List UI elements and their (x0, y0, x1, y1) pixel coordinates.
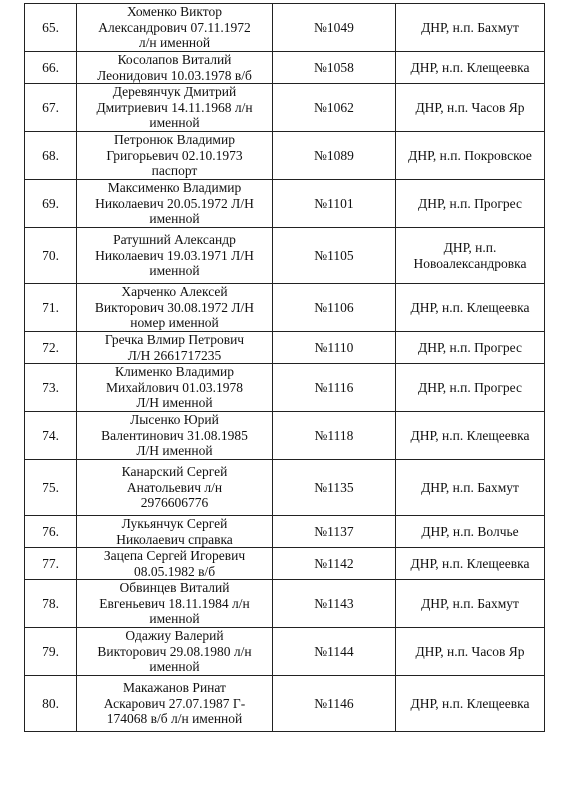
record-id-cell: №1062 (273, 84, 396, 132)
record-id-cell: №1143 (273, 580, 396, 628)
person-cell: Хоменко Виктор Александрович 07.11.1972 л/н именной (77, 4, 273, 52)
table-row (25, 180, 545, 228)
table-row (25, 628, 545, 676)
location-cell: ДНР, н.п. Бахмут (396, 4, 545, 52)
location-cell: ДНР, н.п. Клещеевка (396, 676, 545, 732)
table-row (25, 580, 545, 628)
location-cell: ДНР, н.п. Клещеевка (396, 52, 545, 84)
person-cell: Харченко Алексей Викторович 30.08.1972 Л/Н номер именной (77, 284, 273, 332)
row-number-cell: 80. (25, 676, 77, 732)
person-cell: Обвинцев Виталий Евгеньевич 18.11.1984 л/н именной (77, 580, 273, 628)
row-number-cell: 70. (25, 228, 77, 284)
record-id-cell: №1049 (273, 4, 396, 52)
location-cell: ДНР, н.п. Новоалександровка (396, 228, 545, 284)
location-cell: ДНР, н.п. Клещеевка (396, 284, 545, 332)
person-cell: Гречка Влмир Петрович Л/Н 2661717235 (77, 332, 273, 364)
row-number-cell: 68. (25, 132, 77, 180)
location-cell: ДНР, н.п. Клещеевка (396, 548, 545, 580)
record-id-cell: №1137 (273, 516, 396, 548)
table-row (25, 460, 545, 516)
record-id-cell: №1058 (273, 52, 396, 84)
location-cell: ДНР, н.п. Бахмут (396, 460, 545, 516)
row-number-cell: 78. (25, 580, 77, 628)
table-row (25, 284, 545, 332)
person-cell: Косолапов Виталий Леонидович 10.03.1978 в/б (77, 52, 273, 84)
table-row (25, 84, 545, 132)
location-cell: ДНР, н.п. Бахмут (396, 580, 545, 628)
location-cell: ДНР, н.п. Прогрес (396, 332, 545, 364)
row-number-cell: 66. (25, 52, 77, 84)
table-row (25, 676, 545, 732)
table-row (25, 364, 545, 412)
row-number-cell: 77. (25, 548, 77, 580)
row-number-cell: 71. (25, 284, 77, 332)
table-row (25, 332, 545, 364)
person-cell: Клименко Владимир Михайлович 01.03.1978 Л/Н именной (77, 364, 273, 412)
location-cell: ДНР, н.п. Покровское (396, 132, 545, 180)
row-number-cell: 72. (25, 332, 77, 364)
record-id-cell: №1110 (273, 332, 396, 364)
record-id-cell: №1118 (273, 412, 396, 460)
row-number-cell: 67. (25, 84, 77, 132)
person-cell: Лукьянчук Сергей Николаевич справка (77, 516, 273, 548)
person-cell: Ратушний Александр Николаевич 19.03.1971 Л/Н именной (77, 228, 273, 284)
table-row (25, 548, 545, 580)
location-cell: ДНР, н.п. Часов Яр (396, 84, 545, 132)
person-cell: Деревянчук Дмитрий Дмитриевич 14.11.1968 л/н именной (77, 84, 273, 132)
record-id-cell: №1105 (273, 228, 396, 284)
row-number-cell: 73. (25, 364, 77, 412)
person-cell: Петронюк Владимир Григорьевич 02.10.1973 паспорт (77, 132, 273, 180)
person-cell: Зацепа Сергей Игоревич 08.05.1982 в/б (77, 548, 273, 580)
record-id-cell: №1116 (273, 364, 396, 412)
row-number-cell: 76. (25, 516, 77, 548)
record-id-cell: №1106 (273, 284, 396, 332)
table-row (25, 228, 545, 284)
record-id-cell: №1101 (273, 180, 396, 228)
record-id-cell: №1135 (273, 460, 396, 516)
record-id-cell: №1142 (273, 548, 396, 580)
row-number-cell: 65. (25, 4, 77, 52)
row-number-cell: 74. (25, 412, 77, 460)
person-cell: Канарский Сергей Анатольевич л/н 2976606776 (77, 460, 273, 516)
row-number-cell: 79. (25, 628, 77, 676)
table-row (25, 412, 545, 460)
table-row (25, 4, 545, 52)
table-row (25, 516, 545, 548)
person-cell: Максименко Владимир Николаевич 20.05.1972 Л/Н именной (77, 180, 273, 228)
records-table-body (25, 4, 545, 732)
record-id-cell: №1089 (273, 132, 396, 180)
table-row (25, 52, 545, 84)
record-id-cell: №1144 (273, 628, 396, 676)
person-cell: Одажиу Валерий Викторович 29.08.1980 л/н именной (77, 628, 273, 676)
row-number-cell: 69. (25, 180, 77, 228)
location-cell: ДНР, н.п. Прогрес (396, 180, 545, 228)
person-cell: Лысенко Юрий Валентинович 31.08.1985 Л/Н именной (77, 412, 273, 460)
table-row (25, 132, 545, 180)
record-id-cell: №1146 (273, 676, 396, 732)
location-cell: ДНР, н.п. Часов Яр (396, 628, 545, 676)
document-page (24, 3, 544, 732)
location-cell: ДНР, н.п. Клещеевка (396, 412, 545, 460)
location-cell: ДНР, н.п. Волчье (396, 516, 545, 548)
records-table (24, 3, 545, 732)
location-cell: ДНР, н.п. Прогрес (396, 364, 545, 412)
person-cell: Макажанов Ринат Аскарович 27.07.1987 Г- 174068 в/б л/н именной (77, 676, 273, 732)
row-number-cell: 75. (25, 460, 77, 516)
